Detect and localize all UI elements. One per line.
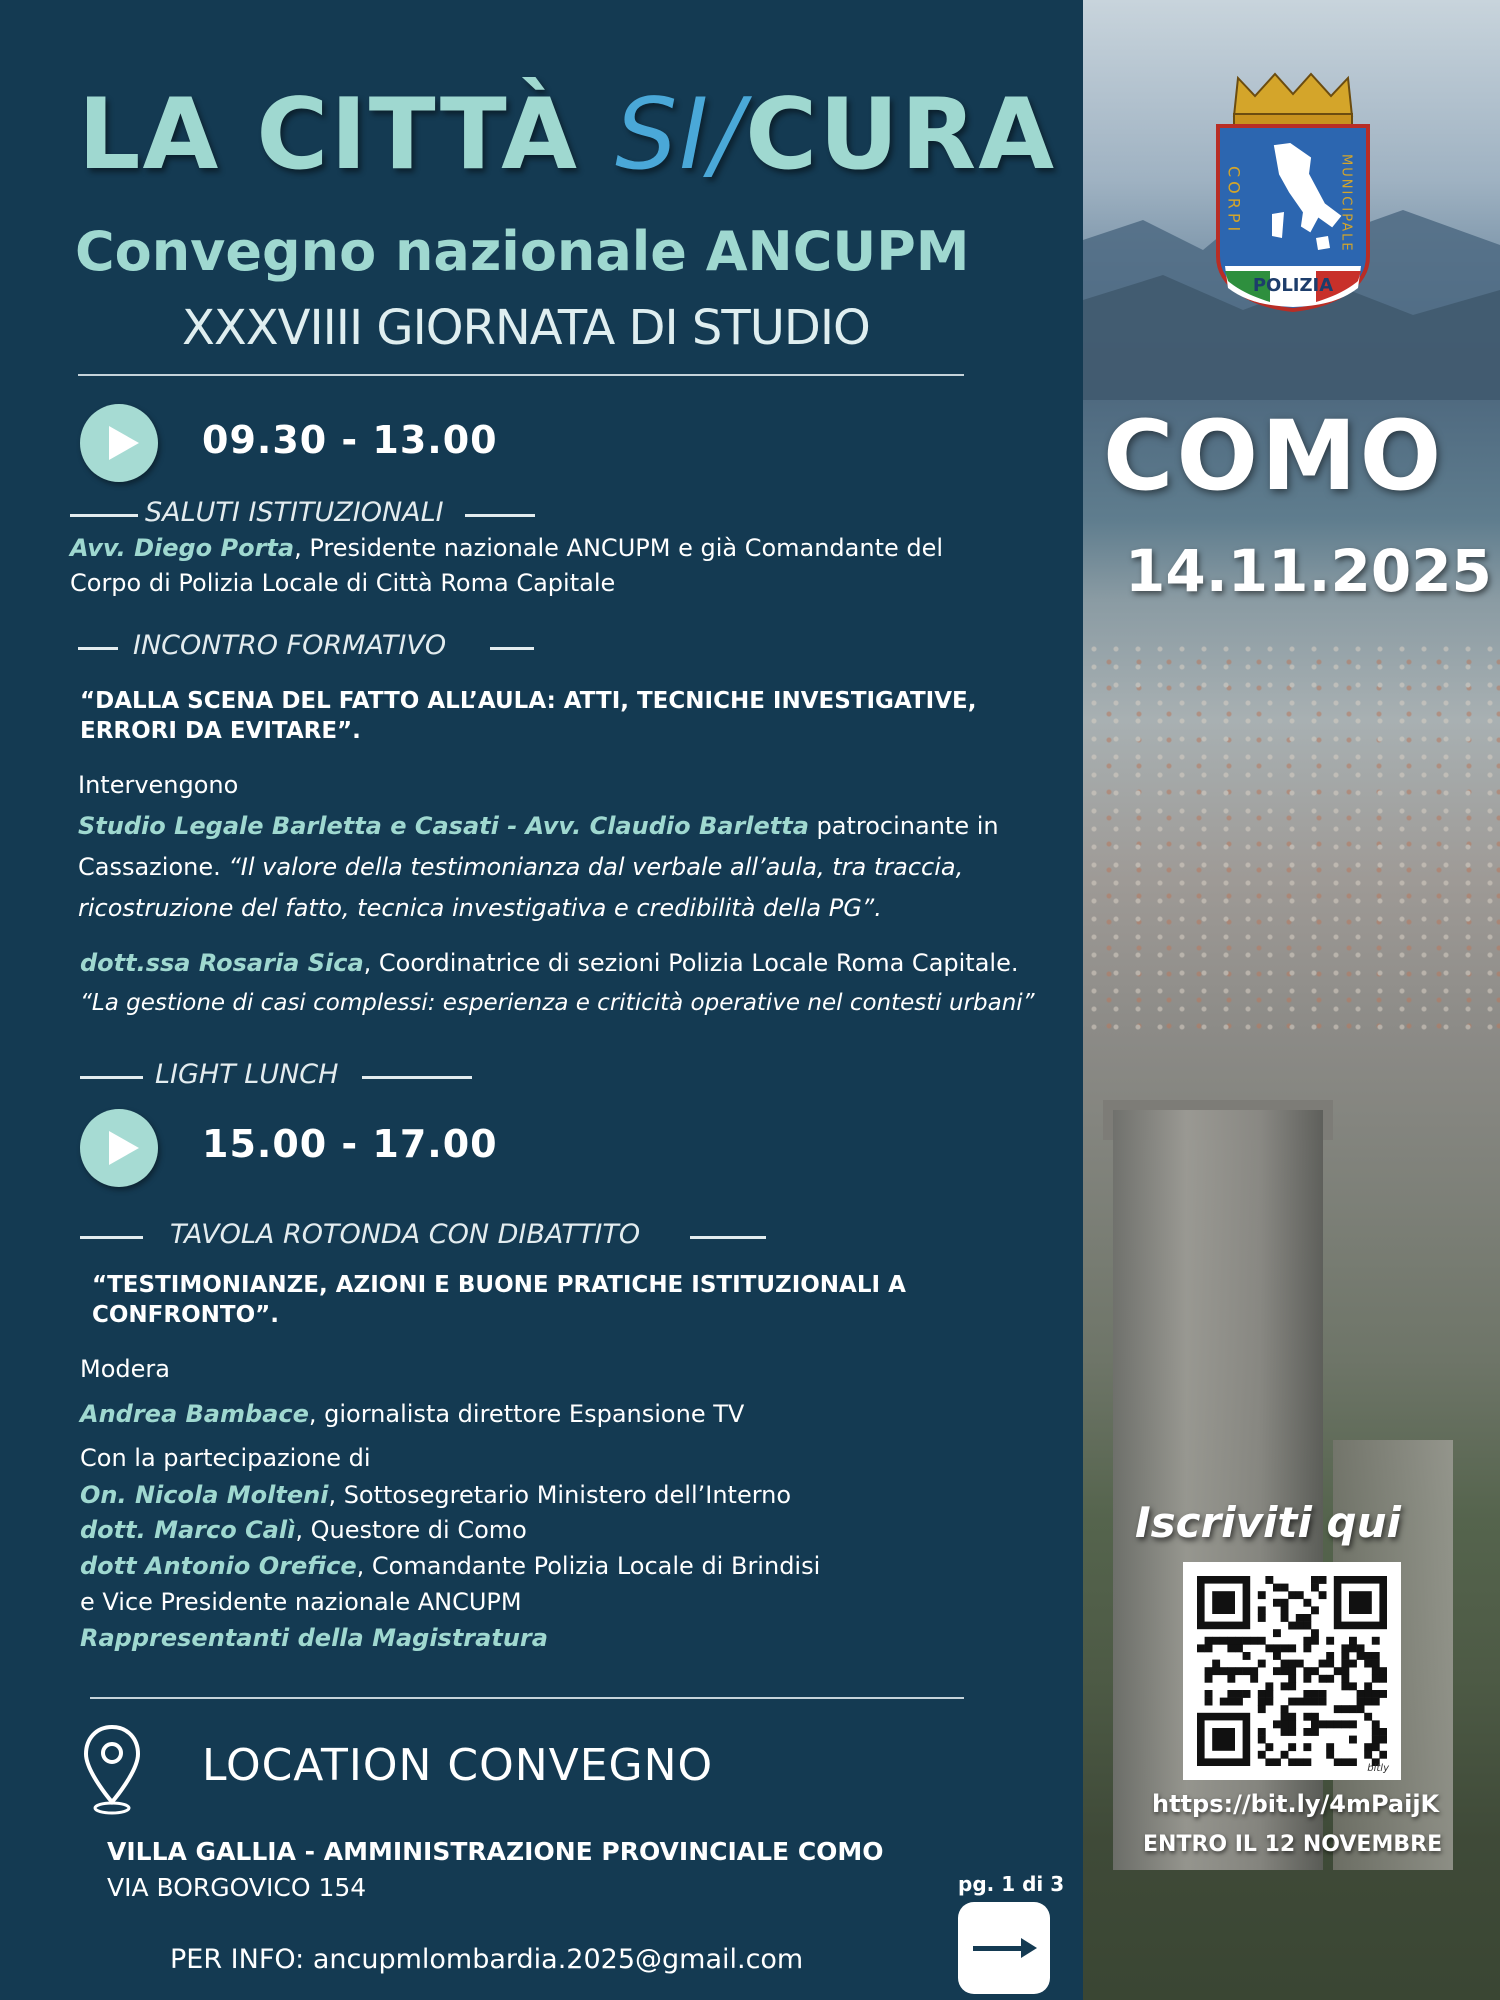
location-title: LOCATION CONVEGNO <box>202 1740 714 1791</box>
section-dash <box>690 1236 766 1239</box>
event-date: 14.11.2025 <box>1125 537 1492 605</box>
speaker2-role: , Coordinatrice di sezioni Polizia Locale Roma Capitale. <box>363 949 1019 977</box>
section-dash <box>80 1236 143 1239</box>
badge-left-text: CORPI <box>1224 166 1244 236</box>
registration-deadline: ENTRO IL 12 NOVEMBRE <box>1143 1832 1443 1857</box>
moderator-line <box>80 1397 744 1432</box>
saluti-speaker-name: Avv. Diego Porta <box>70 534 295 562</box>
tavola-label: TAVOLA ROTONDA CON DIBATTITO <box>170 1219 641 1250</box>
section-dash <box>465 514 535 517</box>
speaker1-role: patrocinante in <box>808 812 999 840</box>
subtitle: Convegno nazionale ANCUPM <box>75 220 970 283</box>
section-dash <box>80 1076 143 1079</box>
speaker1-role-cont: Cassazione. <box>78 853 229 881</box>
speaker2-name: dott.ssa Rosaria Sica <box>80 949 364 977</box>
city-image <box>1083 640 1500 1040</box>
title-part-1: LA CITTÀ <box>78 78 616 192</box>
participant-4: Rappresentanti della Magistratura <box>80 1624 548 1652</box>
intervengono-label: Intervengono <box>78 771 239 799</box>
tavola-title-2: CONFRONTO”. <box>92 1302 279 1328</box>
title-slash: / <box>710 78 746 192</box>
afternoon-time: 15.00 - 17.00 <box>202 1122 498 1166</box>
modera-label: Modera <box>80 1355 170 1383</box>
speaker2-line-1 <box>80 946 1018 981</box>
section-dash <box>490 647 534 650</box>
header-divider <box>78 374 964 376</box>
venue-address: VIA BORGOVICO 154 <box>107 1873 367 1902</box>
participant-2-name: dott. Marco Calì <box>80 1516 296 1544</box>
location-divider <box>90 1697 964 1699</box>
moderator-name: Andrea Bambace <box>80 1400 309 1428</box>
participant-1 <box>80 1478 791 1513</box>
participant-2 <box>80 1513 527 1548</box>
speaker1-talk-title: “Il valore della testimonianza dal verbale all’aula, tra traccia, <box>228 853 964 881</box>
participant-1-role: , Sottosegretario Ministero dell’Interno <box>328 1481 792 1509</box>
saluti-line-2: Corpo di Polizia Locale di Città Roma Capitale <box>70 569 616 597</box>
main-title <box>78 78 1056 192</box>
play-icon-afternoon <box>80 1109 158 1187</box>
section-dash <box>70 514 138 517</box>
qr-code-image <box>1197 1576 1387 1766</box>
speaker1-line-3: ricostruzione del fatto, tecnica investigativa e credibilità della PG”. <box>78 894 882 922</box>
speaker1-line-1 <box>78 809 999 844</box>
participant-3-name: dott Antonio Orefice <box>80 1552 357 1580</box>
title-si: SI <box>615 78 711 192</box>
partecipazione-label: Con la partecipazione di <box>80 1444 371 1472</box>
next-page-button[interactable] <box>958 1902 1050 1994</box>
participant-3 <box>80 1549 820 1584</box>
morning-time: 09.30 - 13.00 <box>202 418 498 462</box>
page-indicator: pg. 1 di 3 <box>958 1872 1065 1896</box>
venue-name: VILLA GALLIA - AMMINISTRAZIONE PROVINCIALE COMO <box>107 1837 884 1866</box>
incontro-label: INCONTRO FORMATIVO <box>133 630 447 661</box>
section-dash <box>78 647 118 650</box>
saluti-label: SALUTI ISTITUZIONALI <box>145 497 444 528</box>
participant-3-role: , Comandante Polizia Locale di Brindisi <box>356 1552 821 1580</box>
registration-url[interactable]: https://bit.ly/4mPaijK <box>1152 1790 1440 1818</box>
qr-caption: bitly <box>1367 1763 1389 1774</box>
subtitle-study-day: XXXVIIII GIORNATA DI STUDIO <box>182 300 870 356</box>
saluti-line-1 <box>70 531 943 566</box>
event-city: COMO <box>1103 400 1445 512</box>
play-icon-morning <box>80 404 158 482</box>
tavola-title-1: “TESTIMONIANZE, AZIONI E BUONE PRATICHE ISTITUZIONALI A <box>92 1272 906 1298</box>
badge-bottom-text: POLIZIA <box>1252 275 1334 296</box>
title-part-2: CURA <box>745 78 1057 192</box>
arrow-right-icon <box>973 1946 1025 1951</box>
lunch-label: LIGHT LUNCH <box>155 1059 339 1090</box>
polizia-municipale-badge <box>1200 66 1386 316</box>
register-cta: Iscriviti qui <box>1135 1498 1401 1547</box>
saluti-speaker-role: , Presidente nazionale ANCUPM e già Comandante del <box>294 534 944 562</box>
incontro-title-1: “DALLA SCENA DEL FATTO ALL’AULA: ATTI, TECNICHE INVESTIGATIVE, <box>80 688 977 714</box>
location-pin-icon <box>82 1724 142 1816</box>
moderator-role: , giornalista direttore Espansione TV <box>308 1400 745 1428</box>
incontro-title-2: ERRORI DA EVITARE”. <box>80 718 361 744</box>
participant-2-role: , Questore di Como <box>295 1516 527 1544</box>
participant-3-line-2: e Vice Presidente nazionale ANCUPM <box>80 1588 522 1616</box>
contact-info: PER INFO: ancupmlombardia.2025@gmail.com <box>170 1944 804 1975</box>
qr-code[interactable] <box>1183 1562 1401 1780</box>
speaker2-talk-title: “La gestione di casi complessi: esperienza e criticità operative nel contesti urbani” <box>80 990 1035 1016</box>
participant-1-name: On. Nicola Molteni <box>80 1481 329 1509</box>
speaker1-name: Studio Legale Barletta e Casati - Avv. Claudio Barletta <box>78 812 809 840</box>
badge-right-text: MUNICIPALE <box>1338 154 1354 253</box>
section-dash <box>362 1076 472 1079</box>
speaker1-line-2 <box>78 850 963 885</box>
